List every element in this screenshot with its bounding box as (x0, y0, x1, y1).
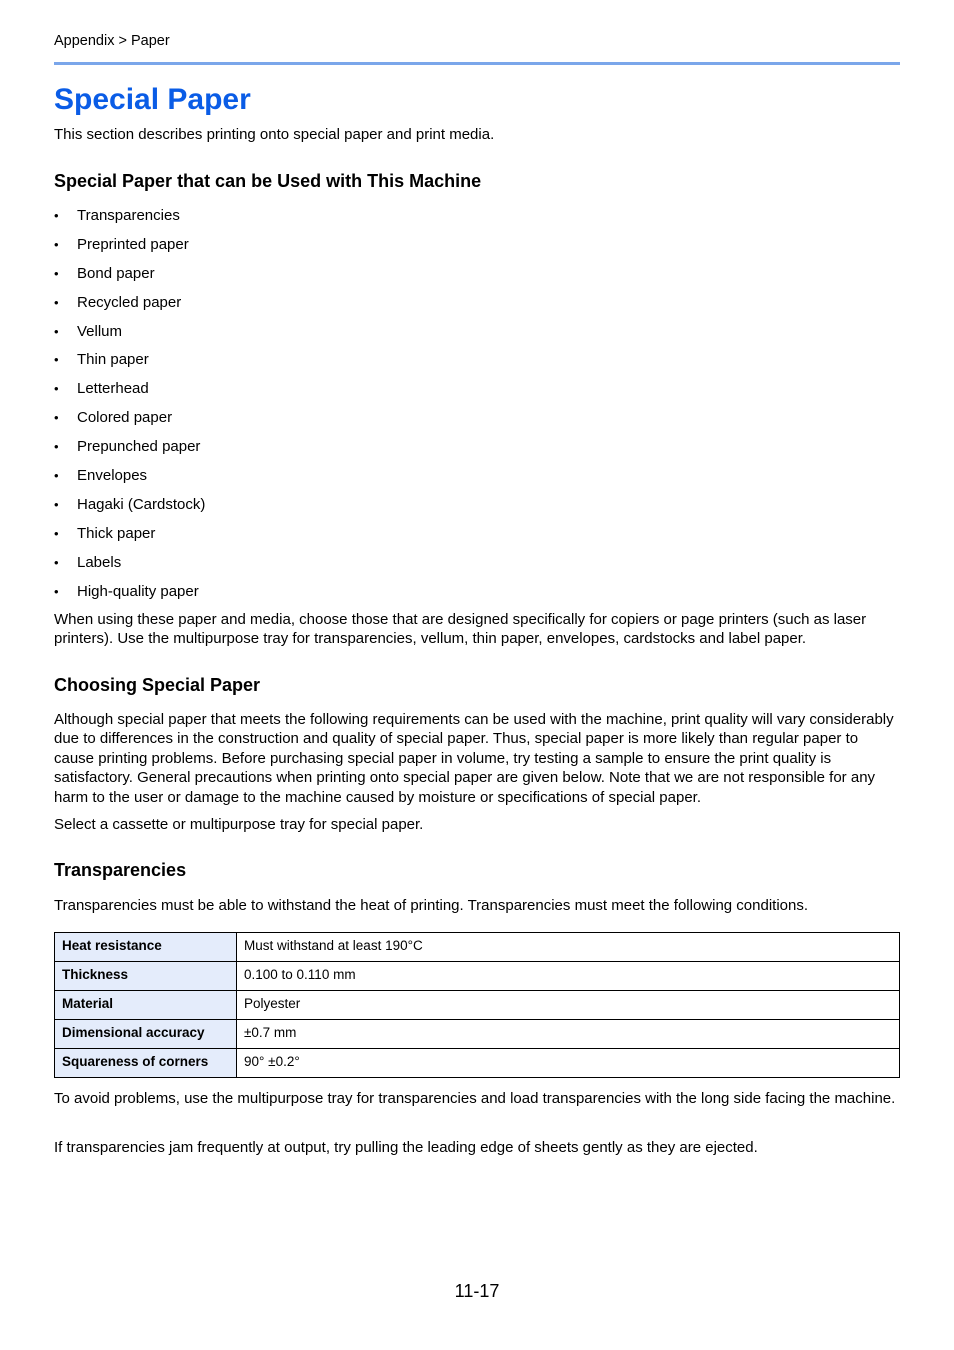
spec-label: Heat resistance (55, 933, 237, 962)
paper-type-list (54, 203, 205, 607)
choosing-paragraph: Although special paper that meets the following requirements can be used with the machine, print quality will vary considerably due to differences in the construction and quality of special paper. Thus, special paper is more likely than regular paper to cause printing problems. Before purchasing special paper in volume, try testing a sample to ensure the print quality is satisfactory. General precautions when printing onto special paper are given below. Note that we are not responsible for any harm to the user or damage to the machine caused by moisture or specifications of special paper. (54, 711, 894, 806)
list-item: • Vellum (54, 319, 205, 348)
list-item: • Envelopes (54, 463, 205, 492)
list-item: • Recycled paper (54, 290, 205, 319)
list-item: • Transparencies (54, 203, 205, 232)
section-heading-transparencies: Transparencies (54, 860, 187, 880)
spec-value: ±0.7 mm (237, 1020, 900, 1049)
spec-label: Material (55, 991, 237, 1020)
spec-label: Squareness of corners (55, 1049, 237, 1078)
list-item: • Colored paper (54, 405, 205, 434)
select-note: Select a cassette or multipurpose tray for special paper. (54, 816, 424, 833)
avoid-problems-note: To avoid problems, use the multipurpose tray for transparencies and load transparencies with the long side facing the machine. (54, 1090, 896, 1107)
section-heading-choosing: Choosing Special Paper (54, 675, 261, 695)
section-heading-usable-paper: Special Paper that can be Used with This Machine (54, 171, 482, 191)
spec-value: 90° ±0.2° (237, 1049, 900, 1078)
list-item: • Labels (54, 550, 205, 579)
list-item: • Thin paper (54, 347, 205, 376)
table-row (55, 933, 900, 962)
list-item: • Hagaki (Cardstock) (54, 492, 205, 521)
header-rule (54, 62, 900, 65)
table-row (55, 962, 900, 991)
transparency-spec-table (54, 932, 900, 1078)
table-row (55, 1020, 900, 1049)
spec-value: Must withstand at least 190°C (237, 933, 900, 962)
spec-value: 0.100 to 0.110 mm (237, 962, 900, 991)
list-item: • High-quality paper (54, 579, 205, 608)
page-number: 11-17 (454, 1281, 500, 1301)
intro-text: This section describes printing onto special paper and print media. (54, 126, 495, 143)
page-title: Special Paper (54, 83, 251, 116)
spec-label: Thickness (55, 962, 237, 991)
list-item: • Preprinted paper (54, 232, 205, 261)
list-item: • Bond paper (54, 261, 205, 290)
table-row (55, 991, 900, 1020)
jam-note: If transparencies jam frequently at output, try pulling the leading edge of sheets gently as they are ejected. (54, 1139, 758, 1156)
breadcrumb: Appendix > Paper (54, 33, 170, 49)
usage-note: When using these paper and media, choose those that are designed specifically for copiers or page printers (such as laser printers). Use the multipurpose tray for transparencies, vellum, thin paper, envelopes, cardstocks and label paper. (54, 611, 867, 648)
list-item: • Prepunched paper (54, 434, 205, 463)
transparencies-intro: Transparencies must be able to withstand the heat of printing. Transparencies must meet the following conditions. (54, 897, 809, 914)
list-item: • Thick paper (54, 521, 205, 550)
spec-value: Polyester (237, 991, 900, 1020)
list-item: • Letterhead (54, 376, 205, 405)
spec-label: Dimensional accuracy (55, 1020, 237, 1049)
table-row (55, 1049, 900, 1078)
